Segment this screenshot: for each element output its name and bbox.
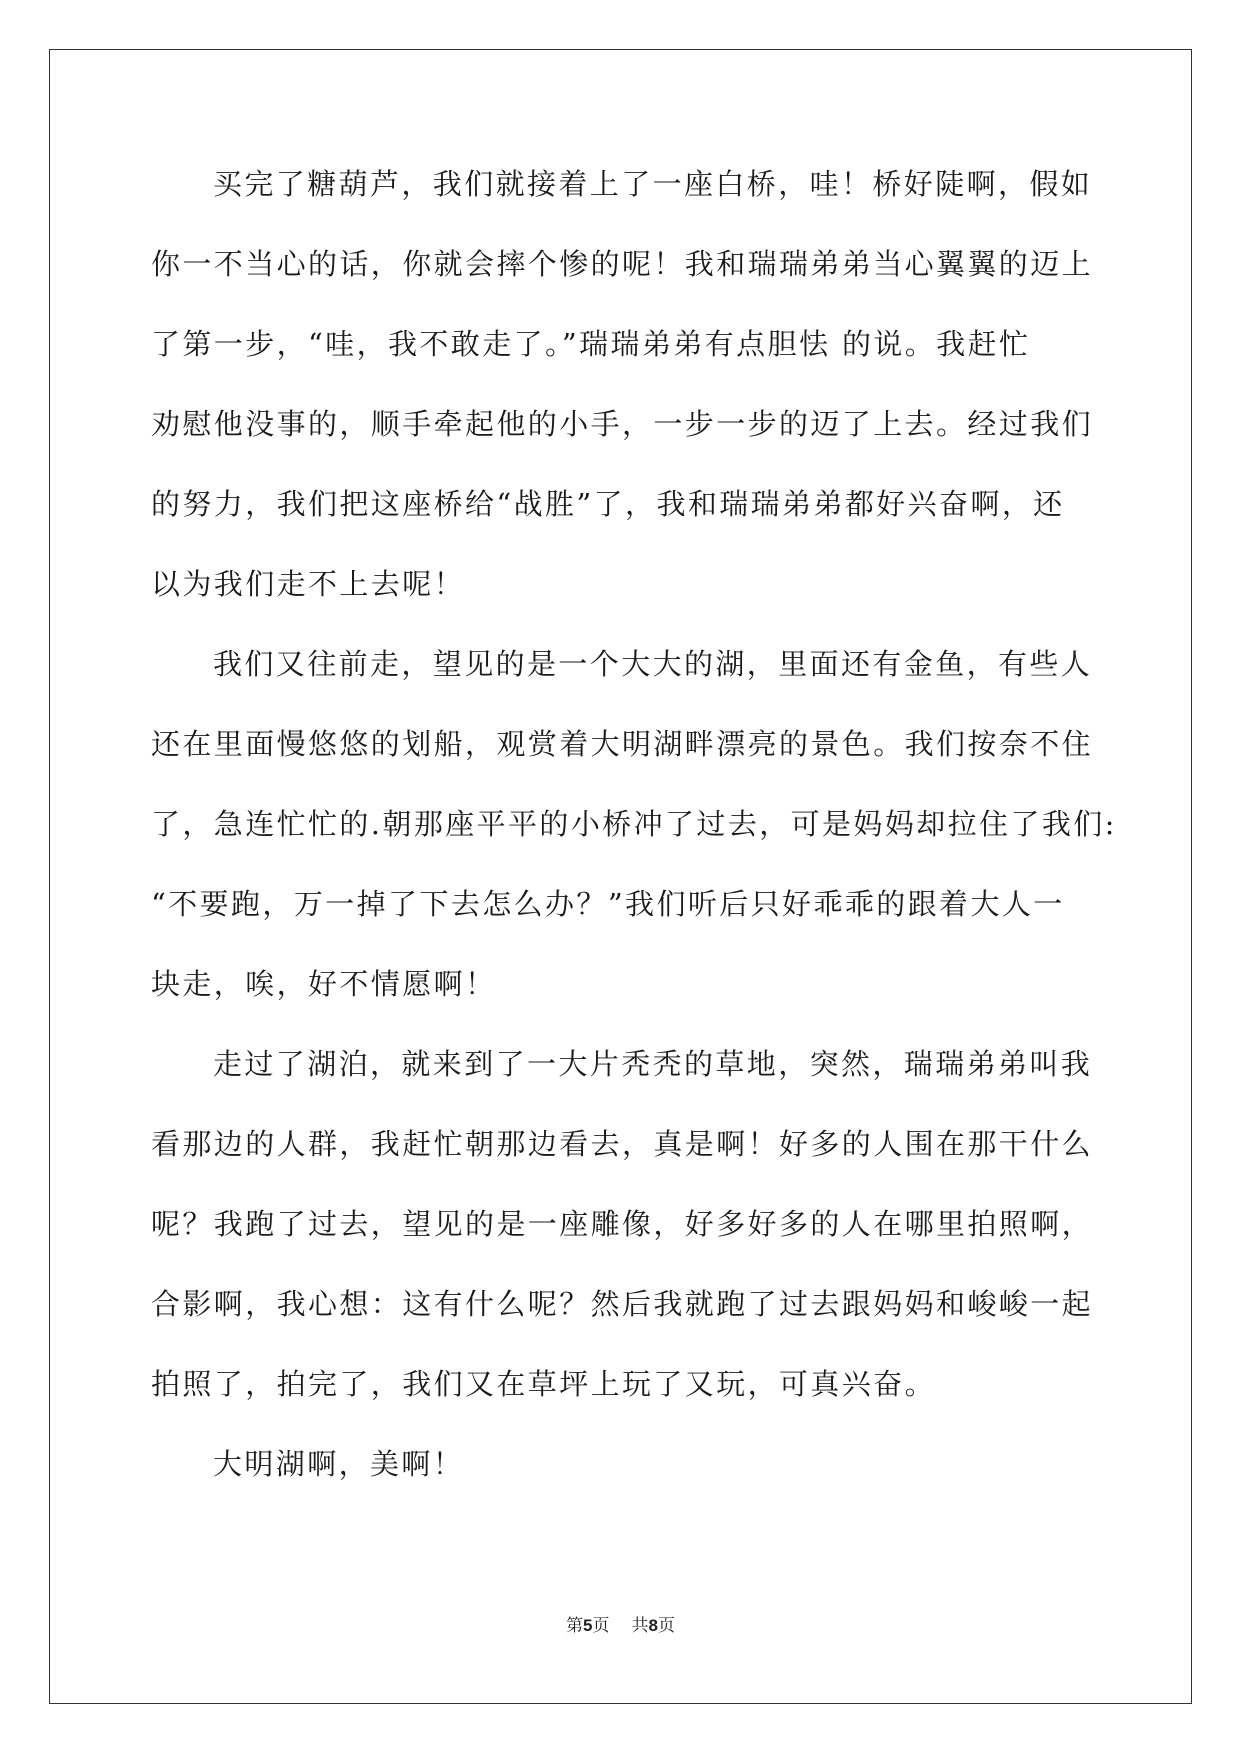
paragraph-line: 拍照了，拍完了，我们又在草坪上玩了又玩，可真兴奋。 (151, 1367, 937, 1401)
total-label-prefix: 共 (631, 1616, 649, 1636)
page-footer (0, 1611, 1241, 1636)
paragraph-line: 以为我们走不上去呢！ (151, 567, 466, 601)
page-number: 5 (583, 1616, 593, 1635)
document-body (151, 160, 1117, 1520)
paragraph-line: 劝慰他没事的，顺手牵起他的小手，一步一步的迈了上去。经过我们 (151, 407, 1094, 441)
paragraph-line: 了，急连忙忙的.朝那座平平的小桥冲了过去，可是妈妈却拉住了我们: (151, 807, 1117, 841)
paragraph-line: 了第一步，“哇，我不敢走了。”瑞瑞弟弟有点胆怯 的说。我赶忙 (151, 327, 1031, 361)
paragraph-line: 买完了糖葫芦，我们就接着上了一座白桥，哇！桥好陡啊，假如 (213, 167, 1093, 201)
paragraph-line: 大明湖啊，美啊！ (213, 1447, 465, 1481)
total-label-suffix: 页 (657, 1616, 675, 1636)
paragraph-line: 块走，唉，好不情愿啊！ (151, 967, 497, 1001)
page-label-prefix: 第 (566, 1616, 584, 1636)
paragraph-line: 的努力，我们把这座桥给“战胜”了，我和瑞瑞弟弟都好兴奋啊，还 (151, 487, 1065, 521)
paragraph-line: 还在里面慢悠悠的划船，观赏着大明湖畔漂亮的景色。我们按奈不住 (151, 727, 1094, 761)
paragraph-line: 合影啊，我心想：这有什么呢？然后我就跑了过去跟妈妈和峻峻一起 (151, 1287, 1094, 1321)
paragraph-line: 我们又往前走，望见的是一个大大的湖，里面还有金鱼，有些人 (213, 647, 1093, 681)
paragraph-line: 你一不当心的话，你就会摔个惨的呢！我和瑞瑞弟弟当心翼翼的迈上 (151, 247, 1094, 281)
paragraph-line: 走过了湖泊，就来到了一大片秃秃的草地，突然，瑞瑞弟弟叫我 (213, 1047, 1093, 1081)
total-pages: 8 (648, 1616, 658, 1635)
page-label-suffix: 页 (592, 1616, 610, 1636)
paragraph-line: 看那边的人群，我赶忙朝那边看去，真是啊！好多的人围在那干什么 (151, 1127, 1094, 1161)
paragraph-line: 呢？我跑了过去，望见的是一座雕像，好多好多的人在哪里拍照啊， (151, 1207, 1094, 1241)
paragraph-line: “不要跑，万一掉了下去怎么办？”我们听后只好乖乖的跟着大人一 (151, 887, 1065, 921)
